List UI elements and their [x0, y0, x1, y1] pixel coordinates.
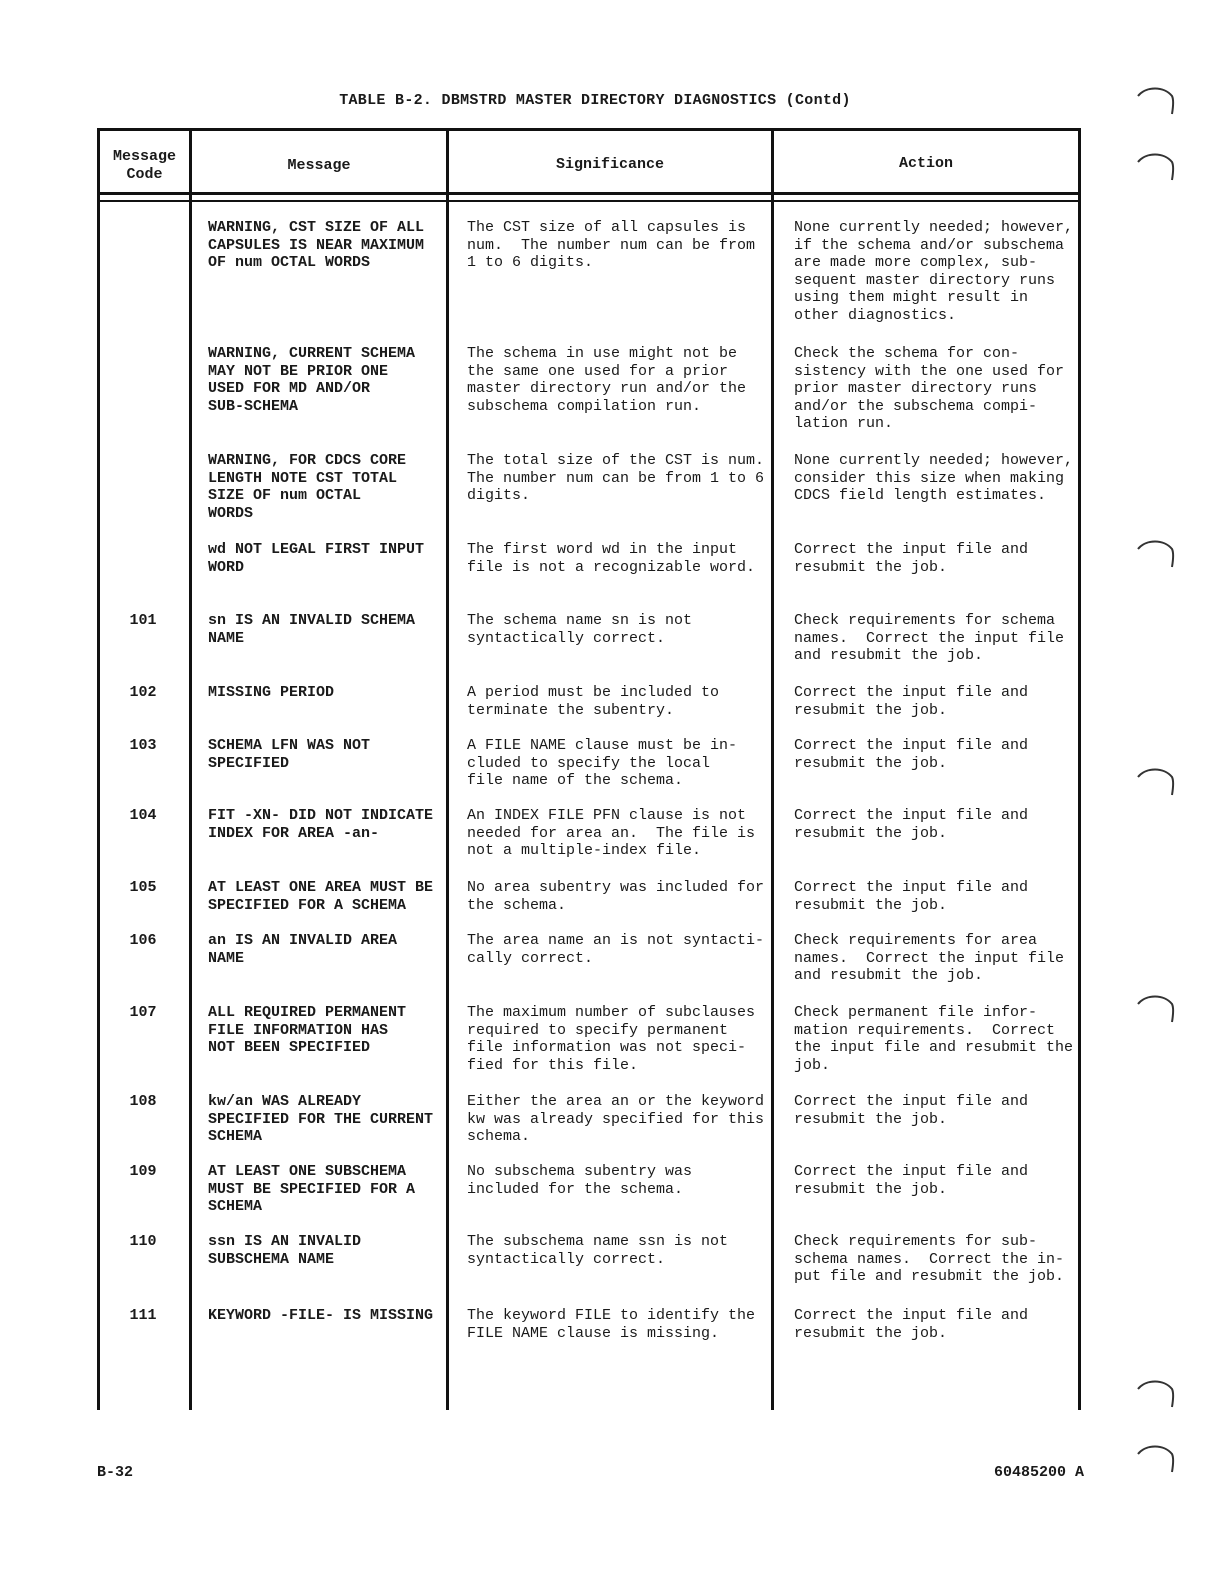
row-significance: The first word wd in the input file is not a recognizable word.: [467, 541, 756, 576]
row-action: Check requirements for schema names. Correct the input file and resubmit the job.: [794, 612, 1065, 665]
row-action: Correct the input file and resubmit the job.: [794, 879, 1029, 914]
row-message: kw/an WAS ALREADY SPECIFIED FOR THE CURRENT SCHEMA: [208, 1093, 434, 1146]
binder-hole-mark-icon: [1136, 1375, 1176, 1411]
row-action: Correct the input file and resubmit the job.: [794, 807, 1029, 842]
row-significance: No area subentry was included for the schema.: [467, 879, 765, 914]
row-code: 111: [129, 1307, 157, 1324]
binder-hole-mark-icon: [1136, 990, 1176, 1026]
row-message: ssn IS AN INVALID SUBSCHEMA NAME: [208, 1233, 362, 1268]
diagnostics-table: [97, 128, 1079, 1410]
row-significance: A period must be included to terminate the subentry.: [467, 684, 720, 719]
header-rule-1: [97, 192, 1079, 195]
row-message: AT LEAST ONE SUBSCHEMA MUST BE SPECIFIED FOR A SCHEMA: [208, 1163, 416, 1216]
header-rule-2: [97, 200, 1079, 202]
binder-hole-mark-icon: [1136, 82, 1176, 118]
row-code: 110: [129, 1233, 157, 1250]
col-rule-1: [189, 128, 192, 1410]
document-number: 60485200 A: [994, 1464, 1085, 1481]
table-top-rule: [97, 128, 1079, 131]
row-message: AT LEAST ONE AREA MUST BE SPECIFIED FOR A SCHEMA: [208, 879, 434, 914]
row-significance: The schema name sn is not syntactically correct.: [467, 612, 693, 647]
page-number: B-32: [97, 1464, 134, 1481]
row-action: None currently needed; however, if the schema and/or subschema are made more complex, sub- sequent master directory runs using them might result in other diagnostics.: [794, 219, 1074, 324]
row-message: WARNING, CST SIZE OF ALL CAPSULES IS NEAR MAXIMUM OF num OCTAL WORDS: [208, 219, 425, 272]
row-message: sn IS AN INVALID SCHEMA NAME: [208, 612, 416, 647]
row-significance: The CST size of all capsules is num. The number num can be from 1 to 6 digits.: [467, 219, 756, 272]
header-code: Message Code: [112, 148, 176, 183]
row-action: Check permanent file infor- mation requirements. Correct the input file and resubmit the job.: [794, 1004, 1074, 1074]
row-significance: A FILE NAME clause must be in- cluded to specify the local file name of the schema.: [467, 737, 738, 790]
row-action: Check requirements for area names. Correct the input file and resubmit the job.: [794, 932, 1065, 985]
row-action: Check requirements for sub- schema names. Correct the in- put file and resubmit the job.: [794, 1233, 1065, 1286]
binder-hole-mark-icon: [1136, 535, 1176, 571]
row-action: Correct the input file and resubmit the job.: [794, 1307, 1029, 1342]
row-action: Correct the input file and resubmit the job.: [794, 684, 1029, 719]
row-code: 105: [129, 879, 157, 896]
row-code: 103: [129, 737, 157, 754]
header-significance: Significance: [555, 156, 665, 173]
col-rule-3: [771, 128, 774, 1410]
row-action: None currently needed; however, consider this size when making CDCS field length estimates.: [794, 452, 1074, 505]
row-action: Correct the input file and resubmit the job.: [794, 1093, 1029, 1128]
row-action: Correct the input file and resubmit the job.: [794, 737, 1029, 772]
row-message: wd NOT LEGAL FIRST INPUT WORD: [208, 541, 425, 576]
row-significance: The area name an is not syntacti- cally correct.: [467, 932, 765, 967]
col-rule-left: [97, 128, 100, 1410]
row-code: 109: [129, 1163, 157, 1180]
row-code: 107: [129, 1004, 157, 1021]
row-significance: The schema in use might not be the same one used for a prior master directory run and/or the subschema compilation run.: [467, 345, 747, 415]
row-significance: The subschema name ssn is not syntactically correct.: [467, 1233, 729, 1268]
row-significance: The maximum number of subclauses required to specify permanent file information was not speci- fied for this file.: [467, 1004, 756, 1074]
row-message: MISSING PERIOD: [208, 684, 335, 701]
binder-hole-mark-icon: [1136, 1440, 1176, 1476]
row-message: FIT -XN- DID NOT INDICATE INDEX FOR AREA -an-: [208, 807, 434, 842]
row-code: 104: [129, 807, 157, 824]
table-title: TABLE B-2. DBMSTRD MASTER DIRECTORY DIAGNOSTICS (Contd): [339, 92, 851, 109]
header-message: Message: [287, 157, 351, 174]
row-code: 102: [129, 684, 157, 701]
binder-hole-mark-icon: [1136, 763, 1176, 799]
row-message: an IS AN INVALID AREA NAME: [208, 932, 398, 967]
row-significance: Either the area an or the keyword kw was already specified for this schema.: [467, 1093, 765, 1146]
row-significance: The keyword FILE to identify the FILE NAME clause is missing.: [467, 1307, 756, 1342]
row-message: ALL REQUIRED PERMANENT FILE INFORMATION HAS NOT BEEN SPECIFIED: [208, 1004, 407, 1057]
binder-hole-mark-icon: [1136, 148, 1176, 184]
row-significance: No subschema subentry was included for the schema.: [467, 1163, 693, 1198]
header-action: Action: [898, 155, 953, 172]
row-action: Correct the input file and resubmit the job.: [794, 1163, 1029, 1198]
row-significance: An INDEX FILE PFN clause is not needed for area an. The file is not a multiple-index file.: [467, 807, 756, 860]
row-code: 106: [129, 932, 157, 949]
row-message: SCHEMA LFN WAS NOT SPECIFIED: [208, 737, 371, 772]
row-action: Check the schema for con- sistency with the one used for prior master directory runs and/or the subschema compi- lation run.: [794, 345, 1065, 433]
row-message: WARNING, CURRENT SCHEMA MAY NOT BE PRIOR ONE USED FOR MD AND/OR SUB-SCHEMA: [208, 345, 416, 415]
row-action: Correct the input file and resubmit the job.: [794, 541, 1029, 576]
row-message: WARNING, FOR CDCS CORE LENGTH NOTE CST TOTAL SIZE OF num OCTAL WORDS: [208, 452, 407, 522]
row-message: KEYWORD -FILE- IS MISSING: [208, 1307, 434, 1324]
row-code: 108: [129, 1093, 157, 1110]
row-significance: The total size of the CST is num. The number num can be from 1 to 6 digits.: [467, 452, 765, 505]
row-code: 101: [129, 612, 157, 629]
